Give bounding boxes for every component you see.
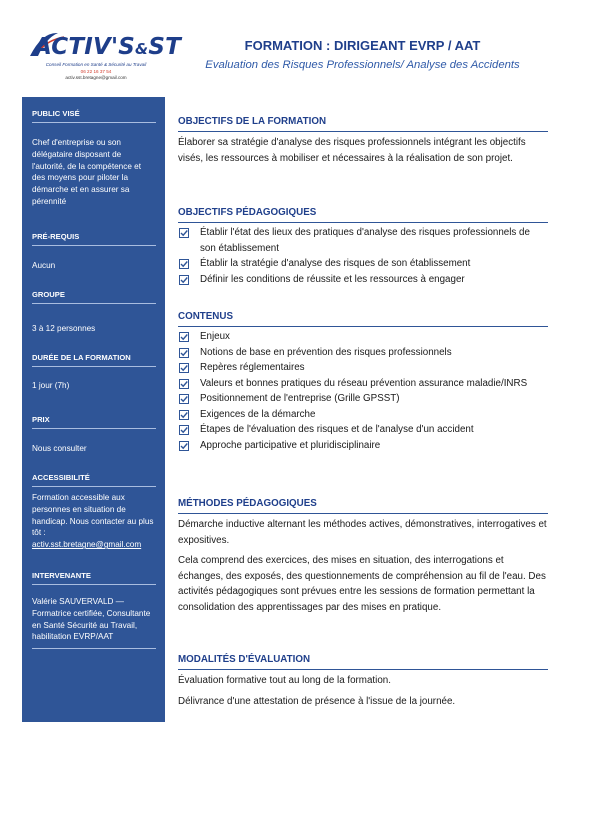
objectifs-title: OBJECTIFS DE LA FORMATION <box>178 116 548 132</box>
groupe-heading: GROUPE <box>32 290 156 304</box>
pedago-section <box>178 207 548 287</box>
methodes-paragraph-1: Démarche inductive alternant les méthodes actives, démonstratives, interrogatives et expositives. <box>178 519 547 546</box>
page-subtitle: Evaluation des Risques Professionnels/ Analyse des Accidents <box>205 59 520 71</box>
checkbox-checked-icon <box>179 348 189 358</box>
methodes-paragraph-2: Cela comprend des exercices, des mises en situation, des interrogations et échanges, des exposés, des questionnements de compréhension au fil de l'eau. Des activités pédagogiques sont prévues entre les sessions de formation permettant la consolidation des apprentissages par des mises en pratique. <box>178 555 546 613</box>
intervenante-heading: INTERVENANTE <box>32 571 156 585</box>
methodes-section <box>178 498 548 615</box>
prereq-text: Aucun <box>32 261 56 270</box>
list-item-text: Repères réglementaires <box>200 362 305 373</box>
checkbox-checked-icon <box>179 394 189 404</box>
checkbox-checked-icon <box>179 410 189 420</box>
modalites-paragraph-2: Délivrance d'une attestation de présence à l'issue de la journée. <box>178 695 456 707</box>
checkbox-checked-icon <box>179 228 189 238</box>
list-item-text: Valeurs et bonnes pratiques du réseau prévention assurance maladie/INRS <box>200 377 528 389</box>
modalites-title: MODALITÉS D'ÉVALUATION <box>178 654 548 670</box>
list-item <box>178 391 548 407</box>
list-item <box>178 407 548 423</box>
modalites-paragraph-1: Évaluation formative tout au long de la formation. <box>178 675 391 686</box>
checkbox-checked-icon <box>179 379 189 389</box>
prix-section <box>32 415 156 455</box>
groupe-section <box>32 290 156 335</box>
contenus-section <box>178 311 548 453</box>
public-heading: PUBLIC VISÉ <box>32 109 156 123</box>
checkbox-checked-icon <box>179 425 189 435</box>
list-item <box>178 345 548 361</box>
methodes-title: MÉTHODES PÉDAGOGIQUES <box>178 498 548 514</box>
intervenante-section <box>32 571 156 649</box>
list-item <box>178 360 548 376</box>
list-item-text: Étapes de l'évaluation des risques et de l'analyse d'un accident <box>200 424 474 435</box>
checkbox-checked-icon <box>179 332 189 342</box>
list-item <box>178 329 548 345</box>
access-heading: ACCESSIBILITÉ <box>32 473 156 487</box>
checkbox-checked-icon <box>179 275 189 285</box>
objectifs-section <box>178 116 548 166</box>
list-item-text: Positionnement de l'entreprise (Grille GPSST) <box>200 393 400 404</box>
prereq-section <box>32 232 156 272</box>
prereq-heading: PRÉ-REQUIS <box>32 232 156 246</box>
list-item-text: Définir les conditions de réussite et les ressources à engager <box>200 273 465 285</box>
pedago-title: OBJECTIFS PÉDAGOGIQUES <box>178 207 548 223</box>
groupe-text: 3 à 12 personnes <box>32 324 96 333</box>
public-text: Chef d'entreprise ou son délégataire disposant de l'autorité, de la compétence et des moyens pour piloter la démarche et en assurer sa pérennité <box>32 138 141 206</box>
logo-wordmark: ACTIV'S&ST <box>34 34 181 60</box>
company-logo <box>26 34 181 86</box>
list-item-text: Approche participative et pluridisciplinaire <box>200 439 381 451</box>
modalites-section <box>178 654 548 709</box>
list-item <box>178 256 548 272</box>
access-text <box>32 492 156 551</box>
objectifs-text: Élaborer sa stratégie d'analyse des risques professionnels intégrant les objectifs visés, les ressources à mobiliser et nécessaires à la réalisation de son projet. <box>178 137 526 164</box>
access-section <box>32 473 156 551</box>
list-item <box>178 225 548 256</box>
duree-text: 1 jour (7h) <box>32 381 70 390</box>
checkbox-checked-icon <box>179 363 189 373</box>
info-sidebar <box>22 97 165 722</box>
prix-heading: PRIX <box>32 415 156 429</box>
pedago-list <box>178 225 548 287</box>
public-section <box>32 109 156 208</box>
list-item-text: Exigences de la démarche <box>200 408 316 420</box>
list-item <box>178 422 548 438</box>
list-item-text: Enjeux <box>200 331 230 342</box>
list-item <box>178 376 548 392</box>
logo-email: activ.sst.bretagne@gmail.com <box>65 75 127 80</box>
duree-section <box>32 353 156 392</box>
checkbox-checked-icon <box>179 259 189 269</box>
logo-phone: 06 22 16 37 54 <box>80 69 112 74</box>
duree-heading: DURÉE DE LA FORMATION <box>32 353 156 367</box>
list-item <box>178 438 548 454</box>
prix-text: Nous consulter <box>32 444 87 453</box>
list-item-text: Établir la stratégie d'analyse des risques de son établissement <box>200 258 471 269</box>
list-item <box>178 272 548 288</box>
checkbox-checked-icon <box>179 441 189 451</box>
list-item-text: Établir l'état des lieux des pratiques d'analyse des risques professionnels de son établissement <box>200 227 530 254</box>
access-description: Formation accessible aux personnes en situation de handicap. Nous contacter au plus tôt : <box>32 493 154 538</box>
access-email-link[interactable]: activ.sst.bretagne@gmail.com <box>32 540 142 550</box>
list-item-text: Notions de base en prévention des risques professionnels <box>200 346 452 358</box>
contenus-title: CONTENUS <box>178 311 548 327</box>
page-title: FORMATION : DIRIGEANT EVRP / AAT <box>244 38 481 53</box>
logo-tagline: Conseil Formation en Santé & Sécurité au Travail <box>45 62 147 67</box>
intervenante-text: Valérie SAUVERVALD — Formatrice certifiée, Consultante en Santé Sécurité au Travail, habilitation EVRP/AAT <box>32 596 156 649</box>
contenus-list <box>178 329 548 453</box>
